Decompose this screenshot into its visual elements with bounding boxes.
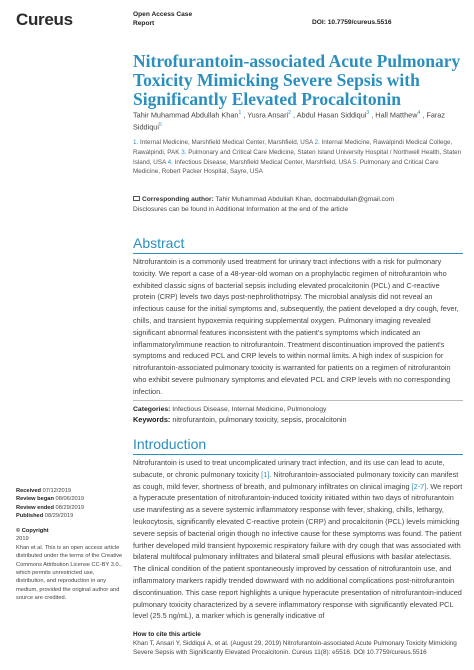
article-type xyxy=(133,10,192,28)
author-sup: 3 xyxy=(366,110,370,116)
received-label: Received xyxy=(16,488,41,494)
review-began-label: Review began xyxy=(16,496,54,503)
author-name[interactable]: Tahir Muhammad Abdullah Khan xyxy=(133,110,239,120)
keywords xyxy=(133,414,463,425)
author-list: Tahir Muhammad Abdullah Khan$^1$ , Yusra Ansari$^2$ , Abdul Hasan Siddiqui$^3$ , Hall Matthew$^4$ , Faraz Siddiqui$^5$ xyxy=(133,110,446,132)
how-to-cite-text: Khan T, Ansari Y, Siddiqui A, et al. (August 29, 2019) Nitrofurantoin-associated Acute Pulmonary Toxicity Mimicking Severe Sepsis with Significantly Elevated Procalcitonin. Cureus 11(8): e5516. DOI 10.7759/cureus.5516 xyxy=(133,639,457,656)
review-ended-date: 08/29/2019 xyxy=(55,504,84,511)
header-doi[interactable]: DOI: 10.7759/cureus.5516 xyxy=(312,19,392,26)
categories-text: Infectious Disease, Internal Medicine, Pulmonology xyxy=(172,406,327,413)
author-sup: 1 xyxy=(238,110,242,116)
author-name[interactable]: Yusra Ansari xyxy=(247,110,289,120)
report-label: Report xyxy=(133,20,155,27)
author-name[interactable]: Hall Matthew xyxy=(375,110,418,120)
access-label: Open Access Case xyxy=(133,11,193,18)
affil-text: Internal Medicine, Rawalpindi Medical College, Rawalpindi, PAK xyxy=(133,139,453,156)
abstract-text: Nitrofurantoin is a commonly used treatment for urinary tract infections with a risk for pulmonary toxicity. We report a case of a 48-year-old woman on a prophylactic regimen of nitrofurantoin who exhibited classic signs of bacterial sepsis including elevated procalcitonin (PCL) and C-reactive protein (CRP) levels two days post-nephrolithotripsy. The microbial analysis did not reveal an infectious cause for the initial symptoms and, subsequently, the patient developed a dry cough, fever, chills, and transient hypoxemia requiring supplemental oxygen. Pulmonary imaging revealed significant abnormal features inconsistent with the patient's symptoms which indicated an inflammatory/immune reaction to nitrofurantoin. Treatment discontinuation improved the patient's symptoms and reduced PCL and CRP levels to within normal limits. A high index of suspicion for nitrofurantoin-associated pulmonary toxicity is warranted for patients on a regimen of nitrofurantoin who exhibit severe pulmonary symptoms and elevated PCL and CRP levels with no corresponding infection. xyxy=(133,257,459,396)
author-name[interactable]: Abdul Hasan Siddiqui xyxy=(296,110,367,120)
introduction-rule xyxy=(133,454,463,455)
author-sup: 4 xyxy=(417,110,421,116)
intro-segment: Nitrofurantoin is used to treat uncomplicated urinary tract infection, and its use can lead to acute, subacute, or chronic pulmonary toxicity xyxy=(133,458,445,479)
article-title: Nitrofurantoin-associated Acute Pulmonary Toxicity Mimicking Severe Sepsis with Significantly Elevated Procalcitonin xyxy=(133,51,461,109)
affil-text: Pulmonary and Critical Care Medicine, Staten Island University Hospital / Northwell Health, Staten Island, USA xyxy=(133,148,462,166)
journal-logo: Cureus xyxy=(16,10,73,29)
affil-num: 2. xyxy=(314,139,320,146)
affil-num: 4. xyxy=(167,158,173,166)
introduction-text xyxy=(133,457,463,622)
affil-num: 3. xyxy=(181,148,187,156)
copyright-year: 2019 xyxy=(16,536,29,543)
intro-segment: . Nitrofurantoin-associated pulmonary toxicity can manifest as cough, mild fever, shortness of breath, and pulmonary infiltrates on clinical imaging xyxy=(133,469,459,491)
review-ended-label: Review ended xyxy=(16,504,54,511)
received-date: 07/12/2019 xyxy=(42,488,72,494)
copyright-label: © Copyright xyxy=(16,528,49,534)
citation-link[interactable]: [2-7] xyxy=(411,481,427,491)
citation-link[interactable]: [1] xyxy=(261,469,270,479)
published-label: Published xyxy=(16,513,44,520)
copyright-block xyxy=(16,527,124,603)
keywords-divider xyxy=(133,400,463,401)
disclosure-text: Disclosures can be found in Additional Information at the end of the article xyxy=(133,205,349,213)
affil-text: Internal Medicine, Marshfield Medical Center, Marshfield, USA xyxy=(140,139,313,146)
how-to-cite-label: How to cite this article xyxy=(133,631,201,638)
affil-text: Pulmonary and Critical Care Medicine, Robert Packer Hospital, Sayre, USA xyxy=(133,158,439,176)
keywords-label: Keywords: xyxy=(133,415,171,424)
corresponding-author xyxy=(133,195,463,214)
corresponding-text[interactable]: Tahir Muhammad Abdullah Khan, doctmabdullah@gmail.com xyxy=(215,196,395,203)
intro-segment: . We report a hyperacute presentation of nitrofurantoin-induced toxicity initiated within two days of nitrofurantoin use manifesting as a severe systemic inflammatory response with fever, shaking, chills, lethargy, leukocytosis, significantly elevated C-reactive protein (CRP) and procalcitonin (PCL) levels mimicking severe sepsis of bacterial origin though no infective cause for these symptoms was found. The patient further developed mild transient hypoxemic respiratory failure with dry cough that was associated with bilateral multifocal pulmonary infiltrates and bilateral small pleural effusions with basilar atelectasis. The clinical condition of the patient spontaneously improved by cessation of nitrofurantoin use, and inflammatory markers rapidly trended downward with no additional complications post-nitrofurantoin discontinuation. This case report highlights a unique hyperacute presentation of nitrofurantoin-induced pulmonary toxicity characterized by a severe inflammatory response with significantly elevated PCL level (25.5 ng/mL), a marker which is generally indicative of xyxy=(133,481,463,621)
published-date: 08/29/2019 xyxy=(44,513,74,520)
review-began-date: 08/06/2019 xyxy=(55,496,84,503)
keywords-text: nitrofurantoin, pulmonary toxicity, sepsis, procalcitonin xyxy=(172,415,347,424)
article-dates xyxy=(16,487,124,521)
abstract-heading: Abstract xyxy=(133,235,185,251)
corresponding-label: Corresponding author: xyxy=(142,196,214,203)
introduction-heading: Introduction xyxy=(133,436,207,452)
categories-label: Categories: xyxy=(133,406,171,413)
envelope-icon xyxy=(133,196,140,201)
how-to-cite xyxy=(133,631,463,657)
affil-num: 1. xyxy=(133,139,139,146)
author-sup: 5 xyxy=(158,122,162,129)
abstract-rule xyxy=(133,253,463,254)
affiliations xyxy=(133,138,463,177)
affil-num: 5. xyxy=(352,158,359,166)
author-name[interactable]: Faraz Siddiqui xyxy=(133,110,446,132)
affil-text: Infectious Disease, Marshfield Medical Center, Marshfield, USA xyxy=(174,158,352,166)
author-sup: 2 xyxy=(288,110,291,116)
license-text: Khan et al. This is an open access article distributed under the terms of the Creative Commons Attribution License CC-BY 3.0., which permits unrestricted use, distribution, and reproduction in any medium, provided the original author and source are credited. xyxy=(16,544,123,602)
